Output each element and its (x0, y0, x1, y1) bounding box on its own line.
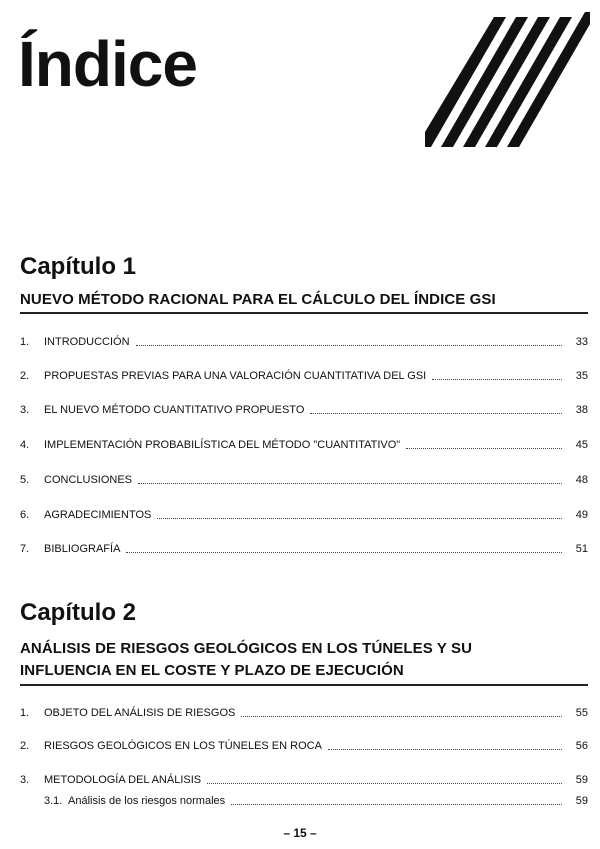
dot-leader (231, 804, 562, 805)
toc-entry-title: CONCLUSIONES (44, 474, 133, 486)
chapter-1-heading: Capítulo 1 (20, 253, 137, 280)
toc-entry-number: 7. (20, 543, 30, 555)
toc-entry-number: 1. (20, 336, 30, 348)
toc-entry-title: AGRADECIMIENTOS (44, 509, 152, 521)
toc-entry-title: OBJETO DEL ANÁLISIS DE RIESGOS (44, 707, 236, 719)
toc-entry-number: 1. (20, 707, 30, 719)
dot-leader (310, 413, 562, 414)
dot-leader (328, 749, 562, 750)
toc-entry-title: INTRODUCCIÓN (44, 336, 130, 348)
toc-subentry[interactable] (44, 792, 588, 808)
toc-entry-title: EL NUEVO MÉTODO CUANTITATIVO PROPUESTO (44, 404, 305, 416)
toc-entry-page: 35 (575, 370, 588, 382)
toc-entry[interactable] (20, 704, 588, 720)
toc-entry-title: PROPUESTAS PREVIAS PARA UNA VALORACIÓN CUANTITATIVA DEL GSI (44, 370, 427, 382)
dot-leader (207, 783, 562, 784)
dot-leader (406, 448, 562, 449)
toc-entry[interactable] (20, 401, 588, 417)
chapter-2-heading: Capítulo 2 (20, 599, 137, 626)
toc-entry-title: METODOLOGÍA DEL ANÁLISIS (44, 774, 202, 786)
toc-entry-page: 59 (575, 795, 588, 807)
toc-entry-number: 2. (20, 370, 30, 382)
chapter-1-rule (20, 312, 588, 314)
toc-entry-title: BIBLIOGRAFÍA (44, 543, 121, 555)
toc-entry-number: 3. (20, 774, 30, 786)
dot-leader (136, 345, 562, 346)
dot-leader (241, 716, 562, 717)
toc-entry-number: 2. (20, 740, 30, 752)
toc-entry-page: 55 (575, 707, 588, 719)
toc-entry-page: 33 (575, 336, 588, 348)
toc-entry-title: IMPLEMENTACIÓN PROBABILÍSTICA DEL MÉTODO "CUANTITATIVO" (44, 439, 401, 451)
toc-entry[interactable] (20, 506, 588, 522)
toc-entry[interactable] (20, 540, 588, 556)
toc-entry-page: 56 (575, 740, 588, 752)
dot-leader (138, 483, 562, 484)
toc-entry-title: RIESGOS GEOLÓGICOS EN LOS TÚNELES EN ROCA (44, 740, 322, 752)
toc-entry[interactable] (20, 771, 588, 787)
dot-leader (157, 518, 562, 519)
toc-entry-number: 3.1. (44, 795, 63, 807)
toc-entry[interactable] (20, 737, 588, 753)
toc-entry[interactable] (20, 471, 588, 487)
toc-entry-number: 5. (20, 474, 30, 486)
diagonal-stripes-decoration (425, 12, 590, 147)
toc-entry-number: 3. (20, 404, 30, 416)
toc-entry-page: 51 (575, 543, 588, 555)
toc-entry-number: 4. (20, 439, 30, 451)
page-number: – 15 – (283, 826, 317, 840)
toc-entry-title: Análisis de los riesgos normales (68, 795, 226, 807)
dot-leader (432, 379, 562, 380)
chapter-2-rule (20, 684, 588, 686)
toc-entry[interactable] (20, 333, 588, 349)
toc-entry-page: 48 (575, 474, 588, 486)
toc-entry[interactable] (20, 436, 588, 452)
chapter-2-subtitle-line-1: ANÁLISIS DE RIESGOS GEOLÓGICOS EN LOS TÚNELES Y SU (20, 640, 473, 657)
toc-entry[interactable] (20, 367, 588, 383)
chapter-1-subtitle: NUEVO MÉTODO RACIONAL PARA EL CÁLCULO DEL ÍNDICE GSI (20, 291, 496, 308)
toc-entry-page: 38 (575, 404, 588, 416)
chapter-2-subtitle-line-2: INFLUENCIA EN EL COSTE Y PLAZO DE EJECUCIÓN (20, 662, 404, 679)
dot-leader (126, 552, 562, 553)
toc-entry-page: 49 (575, 509, 588, 521)
toc-entry-number: 6. (20, 509, 30, 521)
page-title: Índice (18, 28, 197, 100)
toc-entry-page: 45 (575, 439, 588, 451)
toc-entry-page: 59 (575, 774, 588, 786)
